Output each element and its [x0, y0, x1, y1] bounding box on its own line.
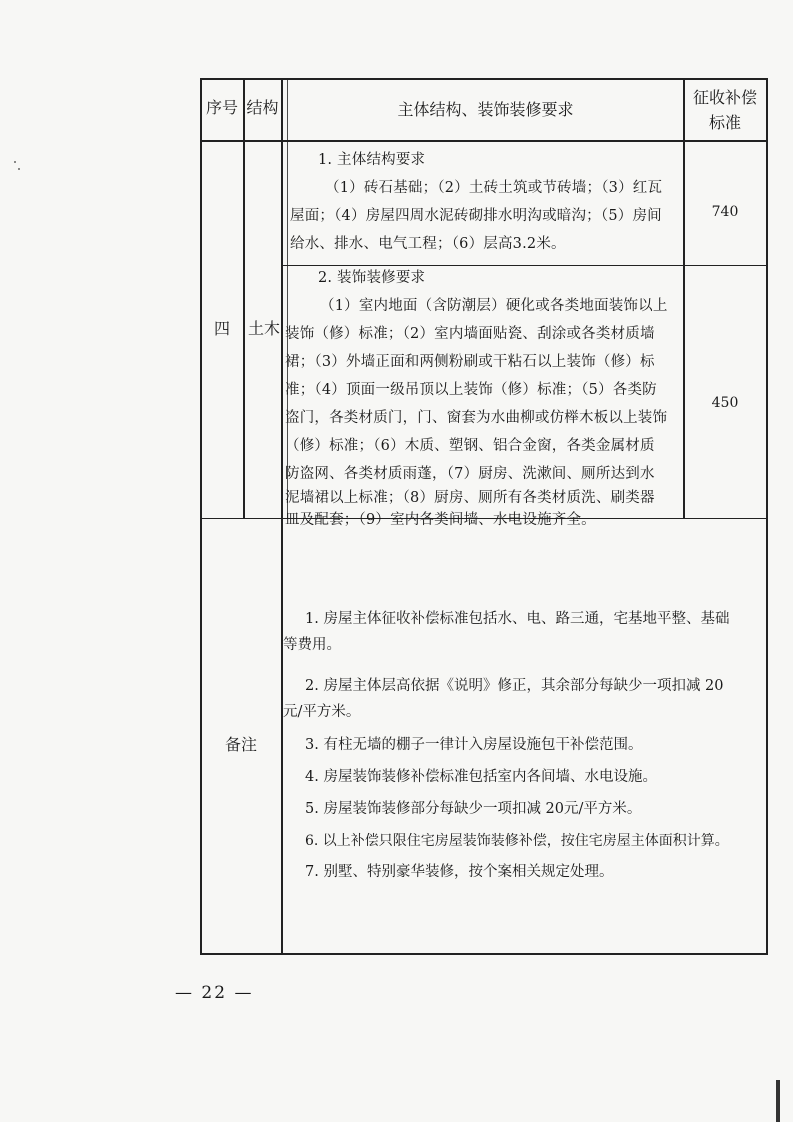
col-divider-seq: [243, 78, 245, 518]
scan-dot: [14, 161, 16, 163]
header-divider: [200, 140, 767, 142]
main-structure-title: 1. 主体结构要求: [318, 152, 426, 168]
remarks-label: 备注: [224, 735, 257, 754]
remark-7: 7. 别墅、特别豪华装修，按个案相关规定处理。: [305, 864, 614, 880]
header-seq: 序号: [205, 98, 238, 117]
page-number: — 22 —: [175, 983, 254, 1003]
remark-2-line-2: 元/平方米。: [283, 704, 361, 720]
decoration-line-5: 盗门，各类材质门，门、窗套为水曲柳或仿榉木板以上装饰: [285, 410, 668, 426]
remark-3: 3. 有柱无墙的棚子一律计入房屋设施包干补偿范围。: [305, 737, 643, 753]
decoration-line-7: 防盗网、各类材质雨蓬，（7）厨房、洗漱间、厕所达到水: [285, 466, 655, 482]
decoration-standard: 450: [711, 395, 739, 411]
table-border-left: [200, 78, 202, 955]
remark-1-line-1: 1. 房屋主体征收补偿标准包括水、电、路三通，宅基地平整、基础: [305, 611, 730, 627]
header-structure: 结构: [246, 98, 279, 117]
decoration-line-3: 裙；（3）外墙正面和两侧粉刷或干粘石以上装饰（修）标: [285, 354, 655, 370]
decoration-line-9: 皿及配套；（9）室内各类间墙、水电设施齐全。: [285, 512, 596, 528]
header-standard-line2: 标准: [708, 113, 741, 132]
row-seq: 四: [213, 319, 230, 338]
remark-2-line-1: 2. 房屋主体层高依据《说明》修正，其余部分每缺少一项扣减 20: [305, 678, 724, 694]
scan-edge-mark: [776, 1080, 780, 1122]
decoration-line-4: 准；（4）顶面一级吊顶以上装饰（修）标准；（5）各类防: [285, 382, 657, 398]
remark-5: 5. 房屋装饰装修部分每缺少一项扣减 20元/平方米。: [305, 801, 642, 817]
table-border-right: [766, 78, 768, 955]
main-structure-line-3: 给水、排水、电气工程；（6）层高3.2米。: [290, 236, 566, 252]
header-requirements: 主体结构、装饰装修要求: [397, 100, 574, 119]
col-divider-standard: [683, 78, 685, 518]
table-border-bottom: [200, 953, 767, 955]
header-standard-line1: 征收补偿: [692, 88, 757, 107]
decoration-line-6: （修）标准；（6）木质、塑钢、铝合金窗，各类金属材质: [285, 438, 655, 454]
remark-4: 4. 房屋装饰装修补偿标准包括室内各间墙、水电设施。: [305, 769, 657, 785]
decoration-title: 2. 装饰装修要求: [318, 270, 426, 286]
row-structure: 土木: [247, 319, 280, 338]
decoration-line-1: （1）室内地面（含防潮层）硬化或各类地面装饰以上: [320, 298, 668, 314]
main-structure-line-2: 屋面；（4）房屋四周水泥砖砌排水明沟或暗沟；（5）房间: [290, 208, 662, 224]
main-structure-standard: 740: [711, 204, 739, 220]
col-divider-structure: [281, 78, 283, 954]
remark-1-line-2: 等费用。: [283, 637, 341, 653]
decoration-line-8: 泥墙裙以上标准；（8）厨房、厕所有各类材质洗、刷类器: [285, 490, 655, 506]
main-structure-line-1: （1）砖石基础；（2）土砖土筑或节砖墙；（3）红瓦: [325, 180, 663, 196]
decoration-line-2: 装饰（修）标准；（2）室内墙面贴瓷、刮涂或各类材质墙: [285, 326, 655, 342]
remark-6: 6. 以上补偿只限住宅房屋装饰装修补偿，按住宅房屋主体面积计算。: [305, 833, 729, 849]
scan-dot: [18, 168, 20, 170]
table-border-top: [200, 78, 767, 80]
